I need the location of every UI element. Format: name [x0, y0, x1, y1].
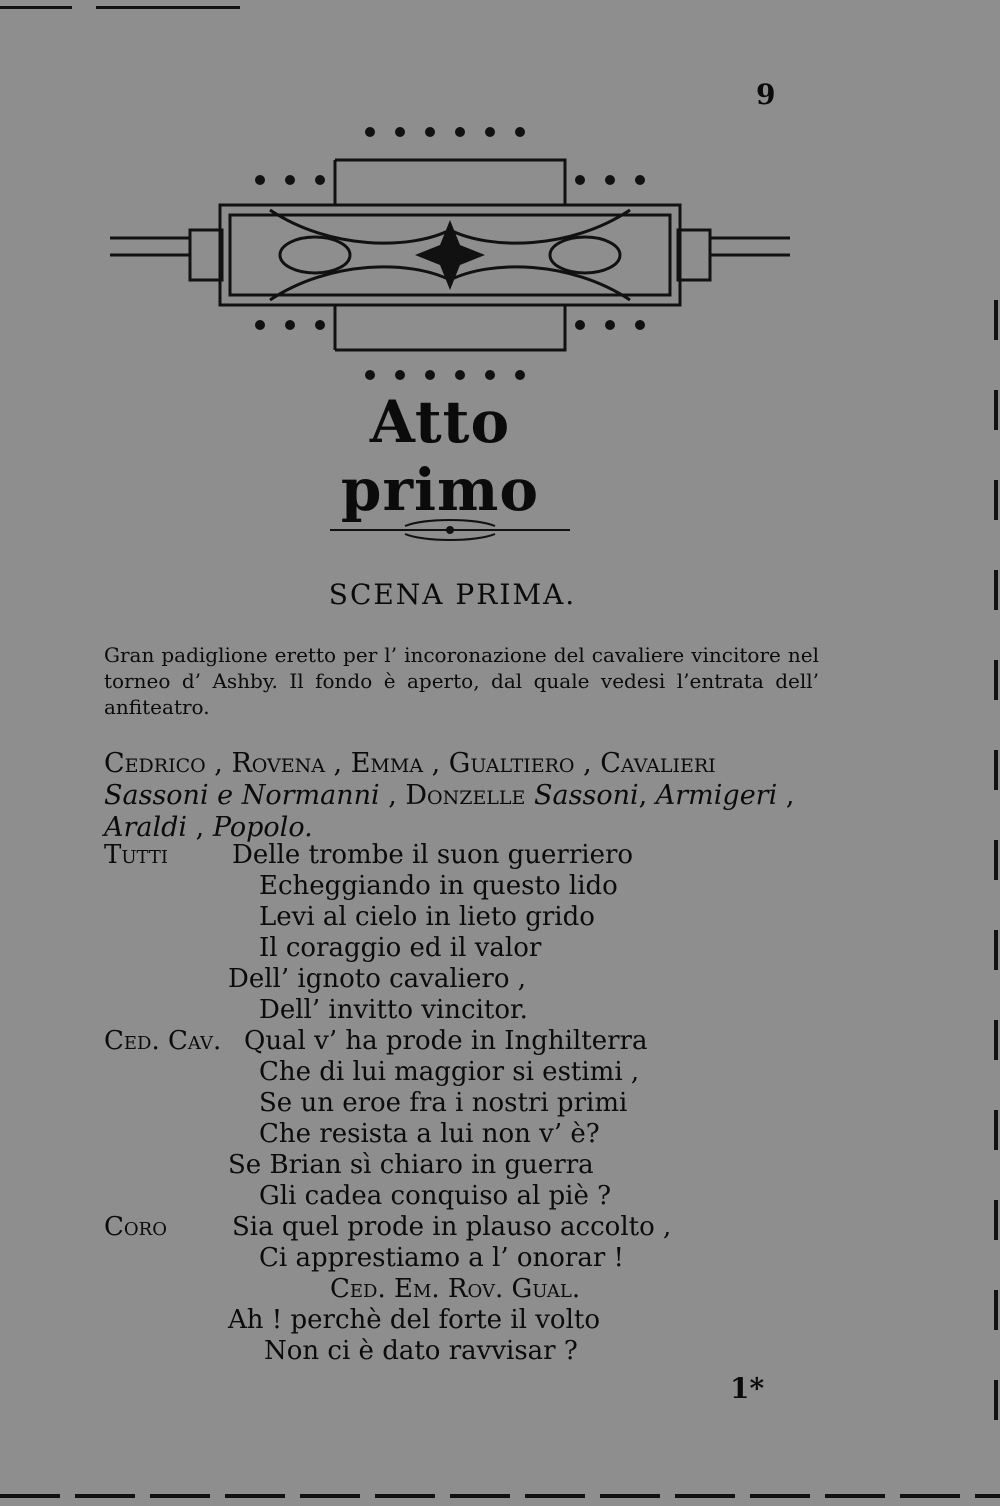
- cast-name: Cavalieri: [600, 748, 716, 779]
- cast-name: Araldi: [104, 812, 188, 843]
- cast-qualifier: Sassoni: [534, 780, 639, 811]
- cast-separator: ,: [324, 748, 351, 779]
- page-top-edge-mark: [0, 6, 600, 9]
- verse-text: Che di lui maggior si estimi ,: [259, 1057, 640, 1087]
- cast-separator: ,: [777, 780, 795, 811]
- scene-heading: SCENA PRIMA.: [328, 578, 577, 611]
- cast-separator: ,: [205, 748, 232, 779]
- verse-line: [104, 840, 804, 871]
- verse-line: [104, 995, 804, 1026]
- verse-text: Che resista a lui non v’ è?: [259, 1119, 600, 1149]
- stage-direction: Gran padiglione eretto per l’ incoronazione del cavaliere vincitore nel torneo d’ Ashby. Il fondo è aperto, dal quale vedesi l’entrata dell’ anfiteatro.: [104, 643, 819, 719]
- verse-line: [104, 1305, 804, 1336]
- cast-name: Donzelle: [405, 780, 526, 811]
- verse-text: Gli cadea conquiso al piè ?: [259, 1181, 612, 1211]
- verse-text: Se un eroe fra i nostri primi: [259, 1088, 628, 1118]
- verse-line: [104, 1057, 804, 1088]
- speaker-label: Ced. Cav.: [104, 1026, 222, 1056]
- verse-text: Il coraggio ed il valor: [259, 933, 542, 963]
- verse-text: Dell’ invitto vincitor.: [259, 995, 528, 1025]
- cast-name: Popolo.: [212, 812, 313, 843]
- cast-name: Emma: [350, 748, 424, 779]
- cast-separator: ,: [638, 780, 656, 811]
- cast-list: [104, 748, 816, 844]
- verse-line: [104, 964, 804, 995]
- verse-text: Ah ! perchè del forte il volto: [228, 1305, 600, 1335]
- cast-name: Cedrico: [104, 748, 206, 779]
- cast-separator: ,: [379, 780, 406, 811]
- decorative-headpiece-ornament: [110, 120, 790, 390]
- verse-line: [104, 1274, 804, 1305]
- verse-text: Dell’ ignoto cavaliero ,: [228, 964, 526, 994]
- cast-name: Rovena: [231, 748, 325, 779]
- cast-qualifier: Sassoni e Normanni: [104, 780, 380, 811]
- verse-text: Levi al cielo in lieto grido: [259, 902, 595, 932]
- verse-line: [104, 1026, 804, 1057]
- verse-line: [104, 1336, 804, 1367]
- page-right-edge-mark: [994, 300, 998, 1450]
- verse-line: [104, 1119, 804, 1150]
- verse-text: Se Brian sì chiaro in guerra: [228, 1150, 594, 1180]
- verse-text: Non ci è dato ravvisar ?: [264, 1336, 578, 1366]
- title-divider-ornament: [325, 500, 575, 560]
- speaker-label: Coro: [104, 1212, 167, 1242]
- verse-line: [104, 1150, 804, 1181]
- cast-name: Armigeri: [655, 780, 778, 811]
- page-number: 9: [756, 78, 776, 111]
- printer-signature-mark: 1*: [730, 1372, 765, 1405]
- verse-text: Qual v’ ha prode in Inghilterra: [244, 1026, 648, 1056]
- verse-line: [104, 1212, 804, 1243]
- verse-text: Echeggiando in questo lido: [259, 871, 618, 901]
- verse-text: Delle trombe il suon guerriero: [232, 840, 634, 870]
- cast-separator: ,: [423, 748, 449, 779]
- verse-line: [104, 933, 804, 964]
- verse-text: Ci apprestiamo a l’ onorar !: [259, 1243, 624, 1273]
- verse-line: [104, 1181, 804, 1212]
- cast-separator: ,: [574, 748, 601, 779]
- verse-line: [104, 1088, 804, 1119]
- cast-separator: ,: [187, 812, 213, 843]
- verse-line: [104, 902, 804, 933]
- cast-name: Gualtiero: [448, 748, 575, 779]
- act-title: Atto primo: [340, 388, 540, 524]
- verse-line: [104, 871, 804, 902]
- verse-speakers-cue: Ced. Em. Rov. Gual.: [330, 1274, 581, 1304]
- verse-line: [104, 1243, 804, 1274]
- speaker-label: Tutti: [104, 840, 168, 870]
- dialogue-block: [104, 840, 804, 1367]
- cast-separator: [525, 780, 534, 811]
- verse-text: Sia quel prode in plauso accolto ,: [232, 1212, 672, 1242]
- page-bottom-edge-mark: [0, 1494, 1000, 1498]
